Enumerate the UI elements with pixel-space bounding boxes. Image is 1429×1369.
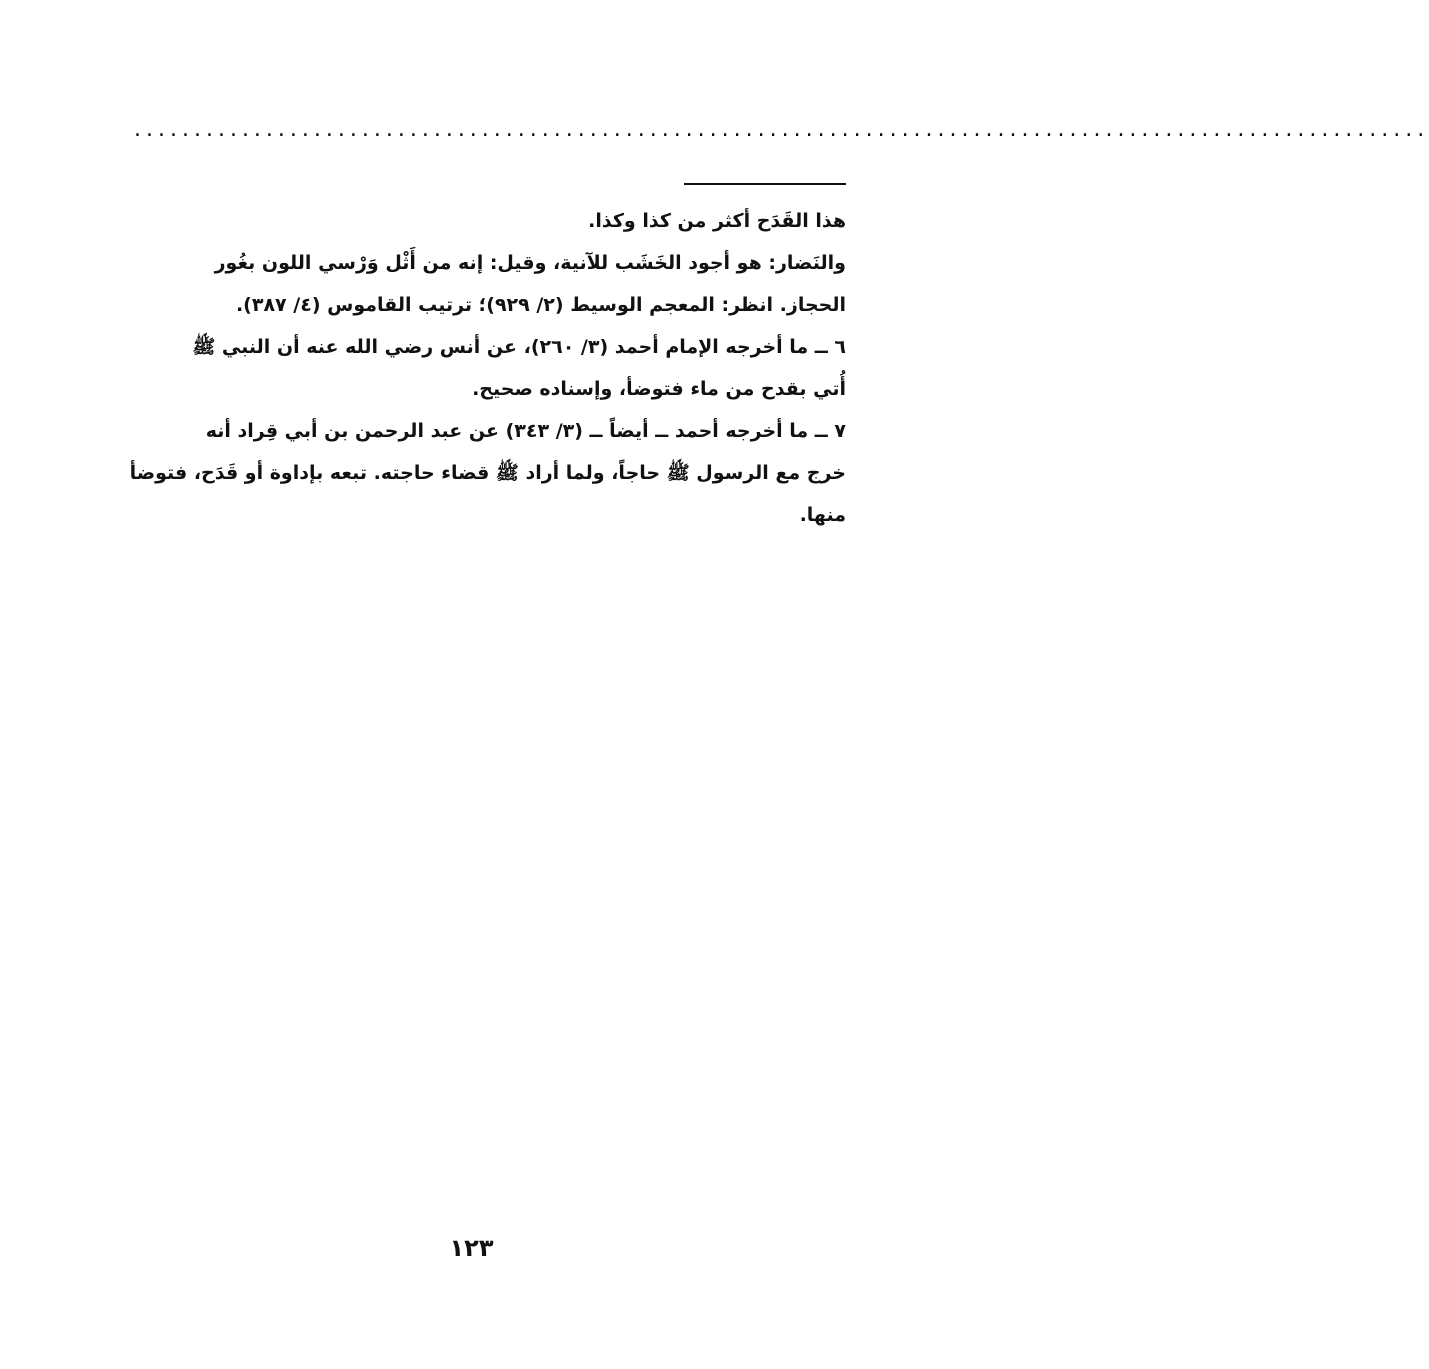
footnote-line: الحجاز. انظر: المعجم الوسيط (٢/ ٩٢٩)؛ ترتيب القاموس (٤/ ٣٨٧). (235, 294, 846, 316)
footnote-line: منها. (799, 504, 846, 526)
separator-dots: ............................................................................................................ (134, 117, 1429, 142)
footnote-line: هذا القَدَح أكثر من كذا وكذا. (588, 210, 846, 232)
footnote-line: والنَضار: هو أجود الخَشَب للآنية، وقيل: إنه من أَثْل وَرْسي اللون بغُور (214, 252, 846, 274)
footnote-line: أُتي بقدح من ماء فتوضأ، وإسناده صحيح. (472, 378, 846, 400)
footnote-line: ٧ ــ ما أخرجه أحمد ــ أيضاً ــ (٣/ ٣٤٣) عن عبد الرحمن بن أبي قِراد أنه (205, 420, 846, 442)
footnote-line: ٦ ــ ما أخرجه الإمام أحمد (٣/ ٢٦٠)، عن أنس رضي الله عنه أن النبي ﷺ (192, 336, 846, 358)
footnotes-block (122, 200, 846, 536)
footnote-line: خرج مع الرسول ﷺ حاجاً، ولما أراد ﷺ قضاء حاجته. تبعه بإداوة أو قَدَح، فتوضأ (129, 462, 846, 484)
page-number: ١٢٣ (449, 1234, 494, 1262)
footnote-rule (684, 183, 846, 185)
